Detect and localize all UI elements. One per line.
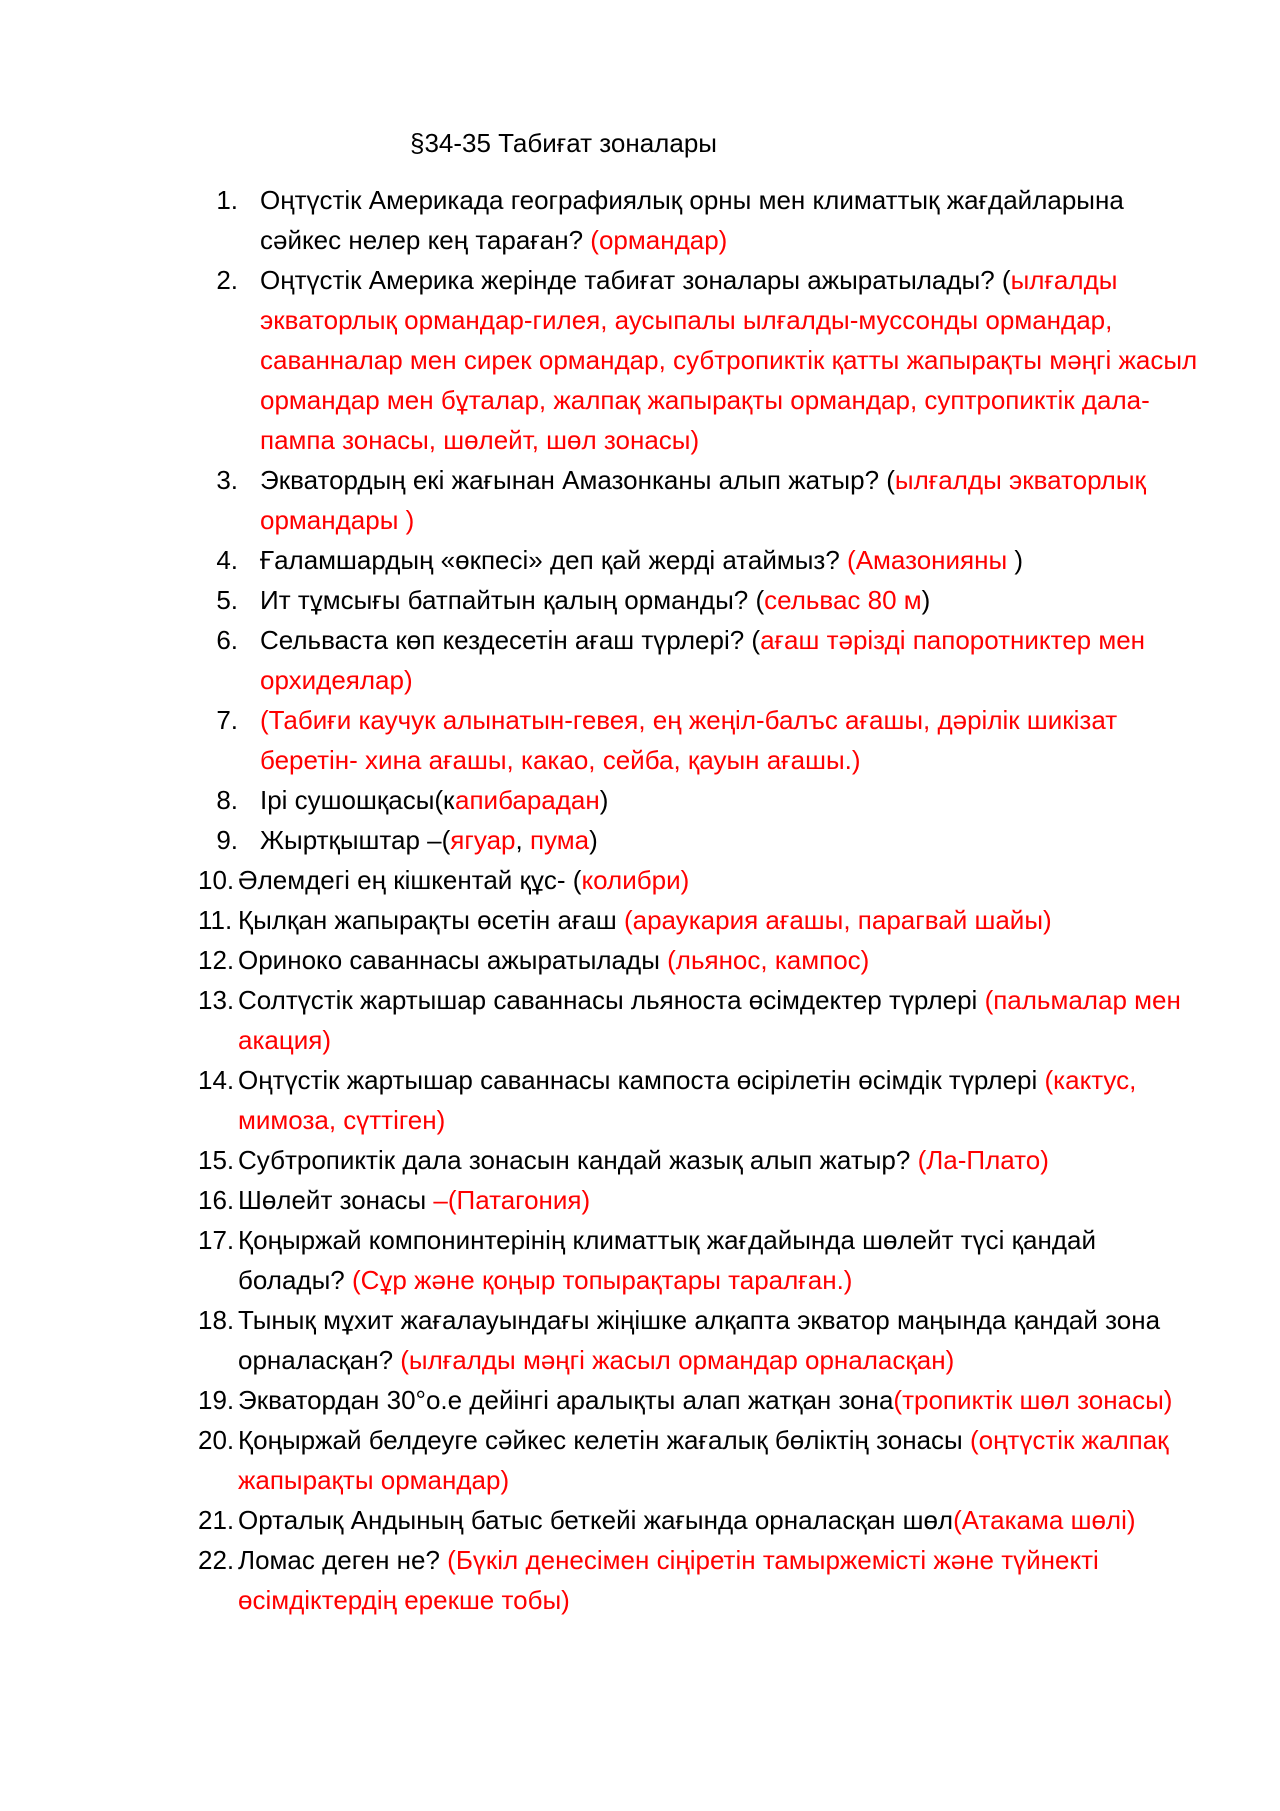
list-item: [190, 1220, 1200, 1300]
item-text: [238, 900, 1200, 940]
item-text: [238, 1420, 1200, 1500]
item-text: [238, 700, 1200, 780]
list-item: [190, 260, 1200, 460]
list-item: [190, 1420, 1200, 1500]
list-item: [190, 980, 1200, 1060]
answer-text: ылғалды экваторлық ормандар-гилея, аусыпалы ылғалды-муссонды ормандар, саванналар мен сирек ормандар, субтропиктік қатты жапырақты мәңгі жасыл ормандар мен бұталар, жалпақ жапырақты ормандар, суптропиктік дала-пампа зонасы, шөлейт, шөл зонасы): [260, 265, 1198, 455]
answer-text: колибри): [581, 865, 690, 895]
item-text: [238, 260, 1200, 460]
answer-text: (Сұр және қоңыр топырақтары таралған.): [351, 1265, 853, 1295]
question-text: ): [589, 825, 598, 855]
question-list: [190, 180, 1200, 1620]
item-number: 19.: [198, 1385, 235, 1415]
list-item: [190, 700, 1200, 780]
answer-text: сельвас 80 м: [764, 585, 922, 615]
item-text: [238, 1140, 1200, 1180]
list-item: [190, 860, 1200, 900]
answer-text: (Табиғи каучук алынатын-гевея, ең жеңіл-балъс ағашы, дәрілік шикізат беретін- хина ағашы, какао, сейба, қауын ағашы.): [260, 705, 1118, 775]
answer-text: ылғалды экваторлық ормандары ): [260, 465, 1146, 535]
answer-text: (ормандар): [590, 225, 728, 255]
list-item: [190, 620, 1200, 700]
question-text: Әлемдегі ең кішкентай құс- (: [238, 865, 582, 895]
question-text: Жыртқыштар –(: [260, 825, 451, 855]
item-number: 7.: [216, 705, 238, 735]
question-text: Оңтүстік Америка жерінде табиғат зоналары ажыратылады? (: [260, 265, 1011, 295]
item-number: 12.: [198, 945, 235, 975]
question-text: Ірі сушошқасы(к: [260, 785, 455, 815]
item-number: 9.: [216, 825, 238, 855]
item-text: [238, 540, 1200, 580]
answer-text: (тропиктік шөл зонасы): [893, 1385, 1173, 1415]
question-text: ): [921, 585, 931, 615]
answer-text: (льянос, кампос): [667, 945, 870, 975]
item-text: [238, 580, 1200, 620]
question-text: ): [1014, 545, 1024, 575]
item-number: 18.: [198, 1305, 235, 1335]
item-number: 1.: [216, 185, 238, 215]
item-number: 22.: [198, 1545, 235, 1575]
question-text: Оңтүстік жартышар саваннасы кампоста өсірілетін өсімдік түрлері: [238, 1065, 1045, 1095]
item-number: 14.: [198, 1065, 235, 1095]
item-number: 10.: [198, 865, 235, 895]
item-number: 17.: [198, 1225, 235, 1255]
item-number: 2.: [216, 265, 238, 295]
item-text: [238, 1060, 1200, 1140]
list-item: [190, 460, 1200, 540]
answer-text: ағаш тәрізді папоротниктер мен орхидеялар): [260, 625, 1146, 695]
list-item: [190, 1540, 1200, 1620]
question-text: ,: [515, 825, 530, 855]
item-number: 20.: [198, 1425, 235, 1455]
list-item: [190, 780, 1200, 820]
list-item: [190, 1180, 1200, 1220]
answer-text: апибарадан: [455, 785, 600, 815]
item-number: 15.: [198, 1145, 235, 1175]
question-text: Тынық мұхит жағалауындағы жіңішке алқапта экватор маңында қандай зона орналасқан?: [238, 1305, 1161, 1375]
question-text: Оңтүстік Америкада географиялық орны мен климаттық жағдайларына сәйкес нелер кең тараған?: [260, 185, 1124, 255]
question-text: Ориноко саваннасы ажыратылады: [238, 945, 668, 975]
question-text: Қылқан жапырақты өсетін ағаш: [238, 905, 624, 935]
question-text: Экватордың екі жағынан Амазонканы алып жатыр? (: [260, 465, 895, 495]
answer-text: (Ла-Плато): [917, 1145, 1049, 1175]
item-number: 5.: [216, 585, 238, 615]
question-text: Ломас деген не?: [238, 1545, 448, 1575]
question-text: Шөлейт зонасы: [238, 1185, 434, 1215]
list-item: [190, 820, 1200, 860]
item-text: [238, 620, 1200, 700]
list-item: [190, 1060, 1200, 1140]
question-text: Субтропиктік дала зонасын кандай жазық алып жатыр?: [238, 1145, 918, 1175]
list-item: [190, 1500, 1200, 1540]
item-text: [238, 1500, 1200, 1540]
item-text: [238, 780, 1200, 820]
answer-text: (Бүкіл денесімен сіңіретін тамыржемісті және түйнекті өсімдіктердің ерекше тобы): [238, 1545, 1099, 1615]
question-text: Қоңыржай белдеуге сәйкес келетін жағалық бөліктің зонасы: [238, 1425, 970, 1455]
item-text: [238, 1300, 1200, 1380]
item-text: [238, 860, 1200, 900]
answer-text: (кактус, мимоза, сүттіген): [238, 1065, 1137, 1135]
list-item: [190, 1140, 1200, 1180]
item-number: 8.: [216, 785, 238, 815]
answer-text: (пальмалар мен акация): [238, 985, 1181, 1055]
list-item: [190, 1300, 1200, 1380]
question-text: Қоңыржай компонинтерінің климаттық жағдайында шөлейт түсі қандай болады?: [238, 1225, 1096, 1295]
answer-text: пума: [529, 825, 590, 855]
list-item: [190, 940, 1200, 980]
list-item: [190, 540, 1200, 580]
item-text: [238, 1220, 1200, 1300]
question-text: Сельваста көп кездесетін ағаш түрлері? (: [260, 625, 761, 655]
answer-text: (оңтүстік жалпақ жапырақты ормандар): [238, 1425, 1169, 1495]
answer-text: (араукария ағашы, парагвай шайы): [623, 905, 1052, 935]
question-text: Ғаламшардың «өкпесі» деп қай жерді атаймыз?: [260, 545, 848, 575]
item-number: 13.: [198, 985, 235, 1015]
item-text: [238, 180, 1200, 260]
answer-text: (ылғалды мәңгі жасыл ормандар орналасқан): [400, 1345, 955, 1375]
question-text: Солтүстік жартышар саваннасы льяноста өсімдектер түрлері: [238, 985, 985, 1015]
item-number: 11.: [198, 905, 233, 935]
item-text: [238, 1540, 1200, 1620]
item-number: 4.: [216, 545, 238, 575]
list-item: [190, 1380, 1200, 1420]
item-text: [238, 980, 1200, 1060]
list-item: [190, 900, 1200, 940]
item-number: 16.: [198, 1185, 235, 1215]
page-title: §34-35 Табиғат зоналары: [410, 128, 717, 158]
item-number: 21.: [198, 1505, 235, 1535]
list-item: [190, 580, 1200, 620]
item-text: [238, 460, 1200, 540]
item-number: 6.: [216, 625, 238, 655]
question-text: Ит тұмсығы батпайтын қалың орманды? (: [260, 585, 765, 615]
item-text: [238, 1180, 1200, 1220]
answer-text: (Атакама шөлі): [953, 1505, 1136, 1535]
item-number: 3.: [216, 465, 238, 495]
item-text: [238, 1380, 1200, 1420]
answer-text: (Амазонияны: [847, 545, 1015, 575]
question-text: Орталық Андының батыс беткейі жағында орналасқан шөл: [238, 1505, 954, 1535]
item-text: [238, 940, 1200, 980]
item-text: [238, 820, 1200, 860]
list-item: [190, 180, 1200, 260]
question-text: Экватордан 30°о.е дейінгі аралықты алап жатқан зона: [238, 1385, 894, 1415]
answer-text: ягуар: [450, 825, 516, 855]
question-text: ): [599, 785, 609, 815]
answer-text: –(Патагония): [433, 1185, 591, 1215]
